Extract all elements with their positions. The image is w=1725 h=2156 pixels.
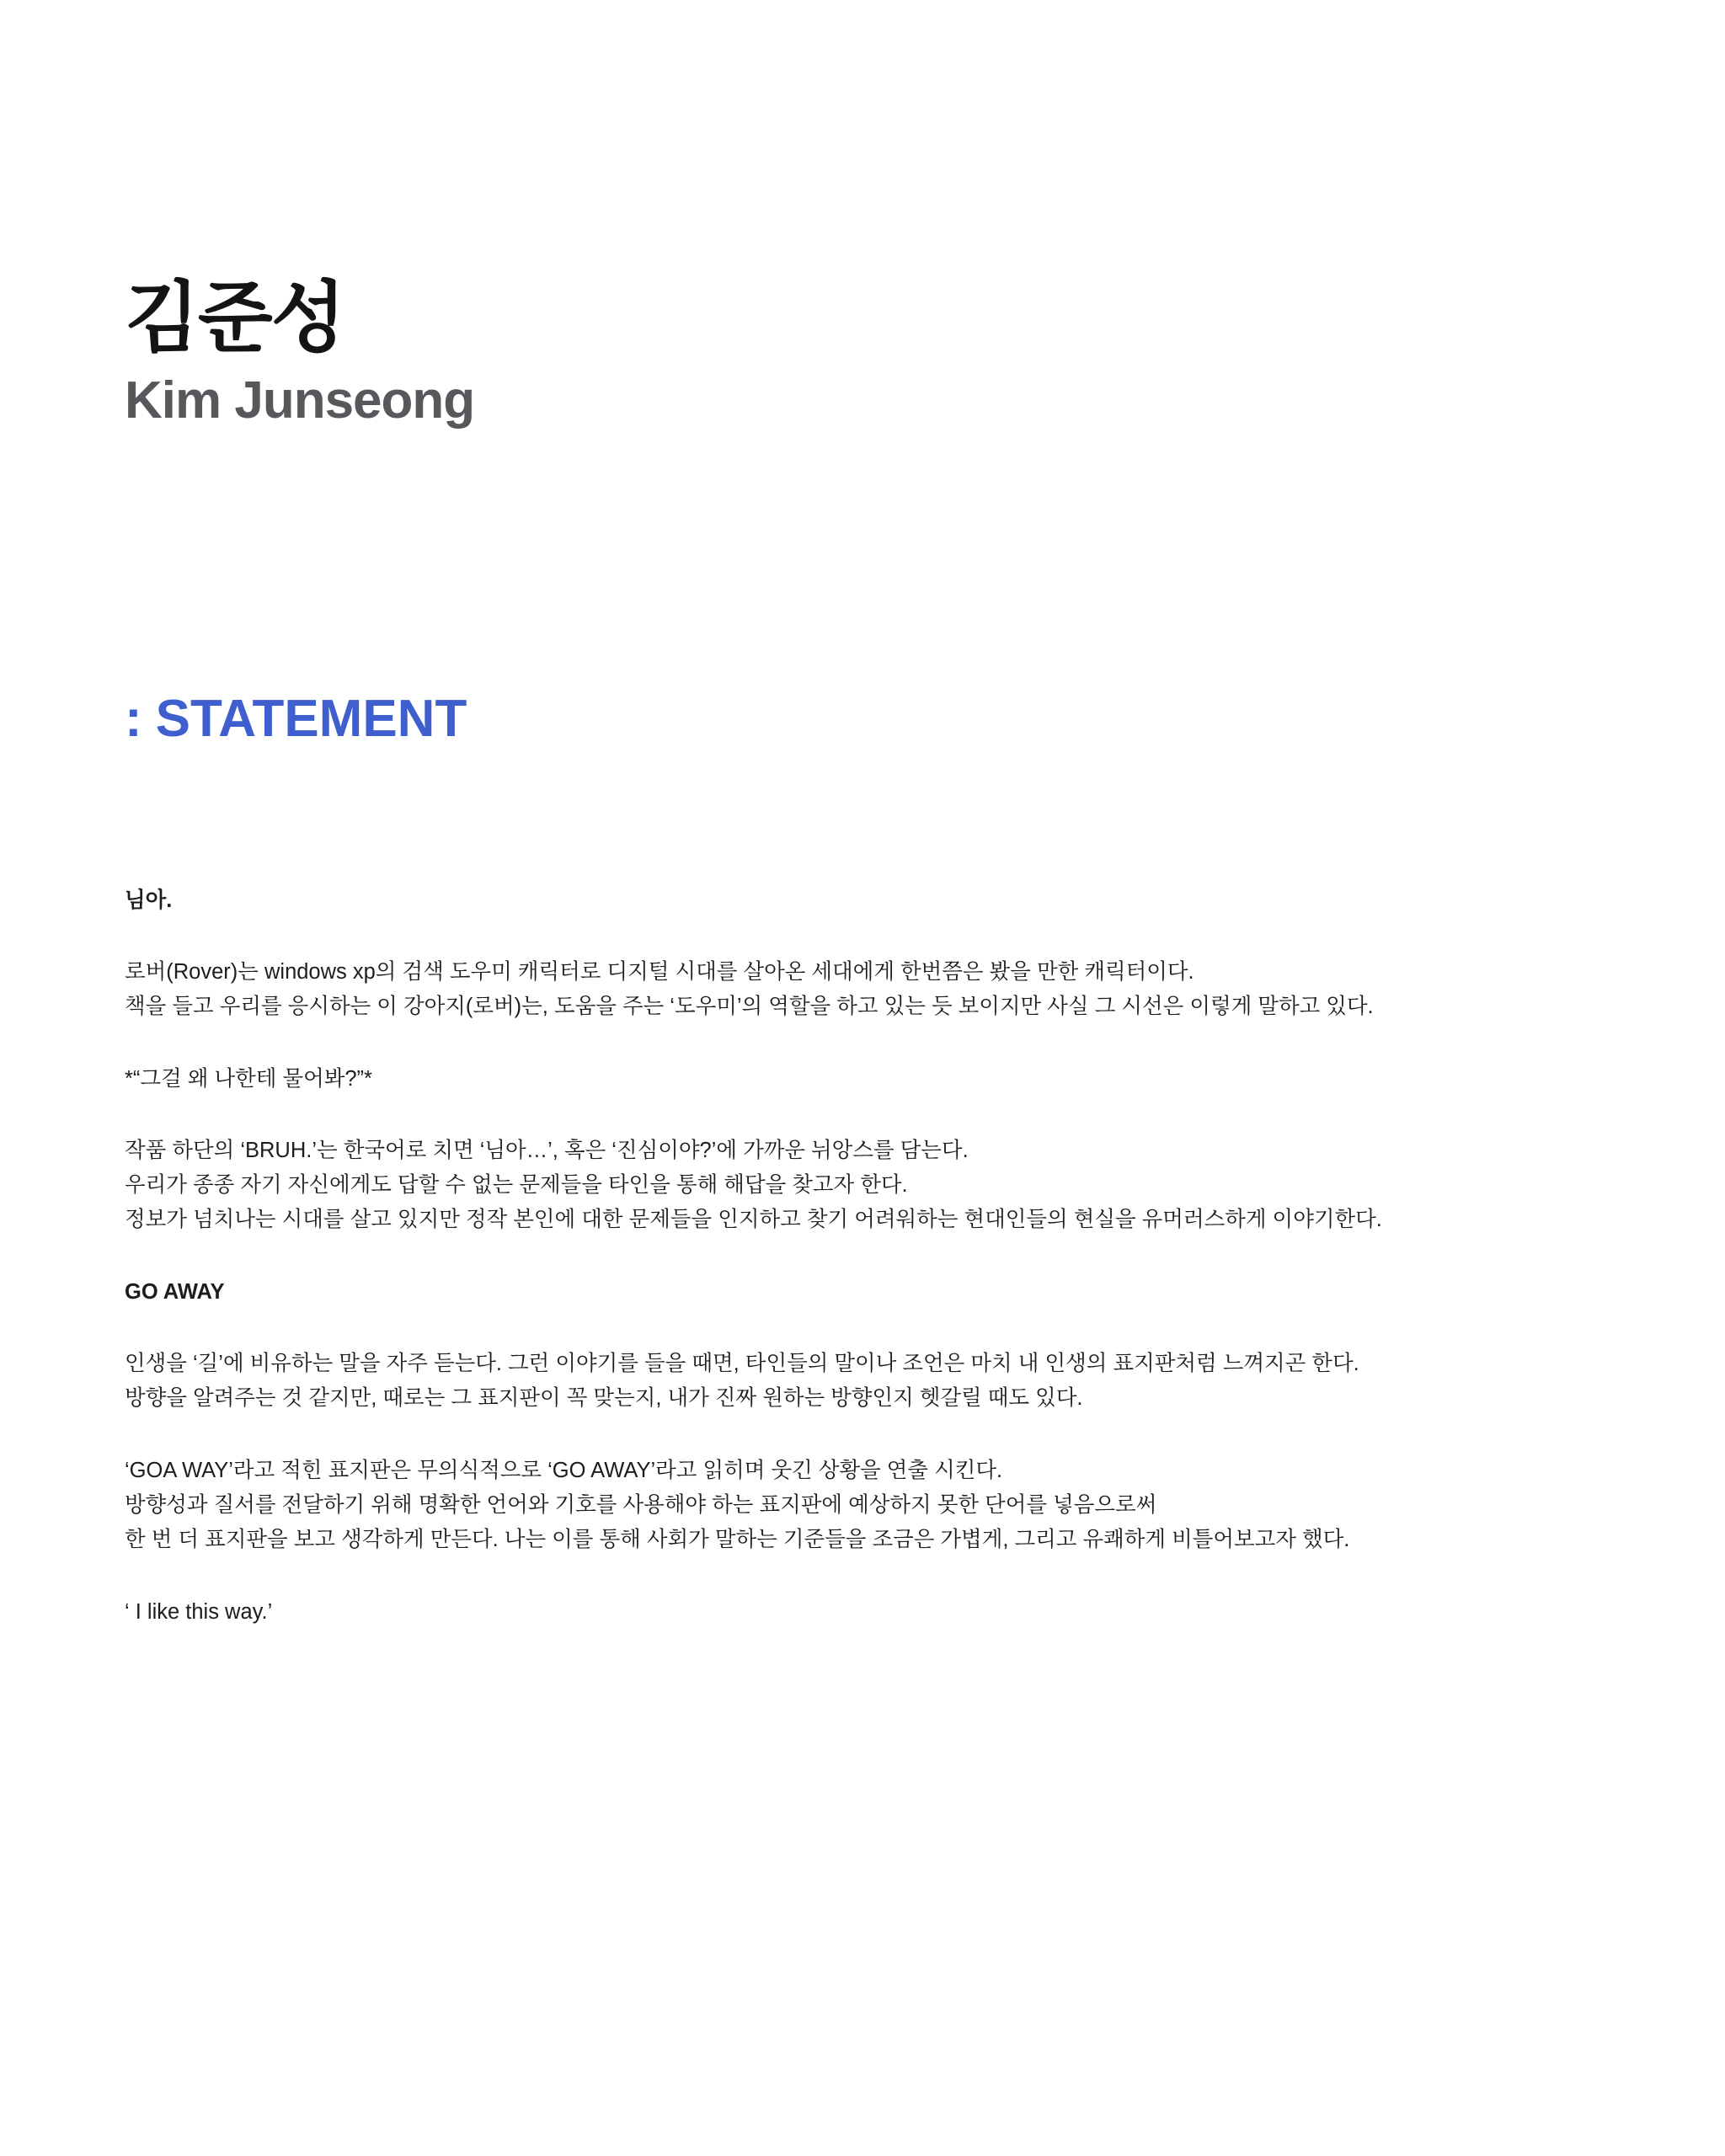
text-line: 방향성과 질서를 전달하기 위해 명확한 언어와 기호를 사용해야 하는 표지판에 예상하지 못한 단어를 넣음으로써 [125,1492,1157,1517]
text-line: ‘GOA WAY’라고 적힌 표지판은 무의식적으로 ‘GO AWAY’라고 읽히며 웃긴 상황을 연출 시킨다. [125,1458,1003,1482]
text-line: ‘ I like this way.’ [125,1599,273,1624]
text-line: 한 번 더 표지판을 보고 생각하게 만든다. 나는 이를 통해 사회가 말하는 기준들을 조금은 가볍게, 그리고 유쾌하게 비틀어보고자 했다. [125,1528,1350,1552]
text-line: 책을 들고 우리를 응시하는 이 강아지(로버)는, 도움을 주는 ‘도우미’의 역할을 하고 있는 듯 보이지만 사실 그 시선은 이렇게 말하고 있다. [125,995,1374,1019]
text-line: 님아. [125,888,173,912]
title-block [125,275,1725,430]
road-metaphor [125,1347,1540,1417]
rover-description [125,955,1540,1025]
bruh-explanation [125,1134,1540,1238]
goa-way-explanation [125,1454,1540,1558]
text-line: 인생을 ‘길’에 비유하는 말을 자주 듣는다. 그런 이야기를 들을 때면, 타인들의 말이나 조언은 마치 내 인생의 표지판처럼 느껴지곤 한다. [125,1352,1359,1376]
intro-heading [125,883,1540,918]
statement-body [125,883,1540,1630]
text-line: 우리가 종종 자기 자신에게도 답할 수 없는 문제들을 타인을 통해 해답을 찾고자 한다. [125,1173,908,1198]
text-line: 방향을 알려주는 것 같지만, 때로는 그 표지판이 꼭 맞는지, 내가 진짜 원하는 방향인지 헷갈릴 때도 있다. [125,1386,1083,1411]
section-heading-label: STATEMENT [155,689,467,748]
page-title-english: Kim Junseong [125,371,475,430]
go-away-heading [125,1275,1540,1310]
page-title-korean: 김준성 [125,275,344,361]
quote-line [125,1062,1540,1097]
text-line: GO AWAY [125,1279,225,1304]
text-line: *“그걸 왜 나한테 물어봐?”* [125,1066,372,1091]
section-heading-colon: : [125,689,142,748]
text-line: 로버(Rover)는 windows xp의 검색 도우미 캐릭터로 디지털 시대를 살아온 세대에게 한번쯤은 봤을 만한 캐릭터이다. [125,959,1194,984]
text-line: 정보가 넘치나는 시대를 살고 있지만 정작 본인에 대한 문제들을 인지하고 찾기 어려워하는 현대인들의 현실을 유머러스하게 이야기한다. [125,1208,1382,1232]
text-line: 작품 하단의 ‘BRUH.’는 한국어로 치면 ‘님아…’, 혹은 ‘진심이야?’에 가까운 뉘앙스를 담는다. [125,1138,969,1162]
section-heading-statement [125,689,1725,749]
closing-line [125,1595,1540,1630]
